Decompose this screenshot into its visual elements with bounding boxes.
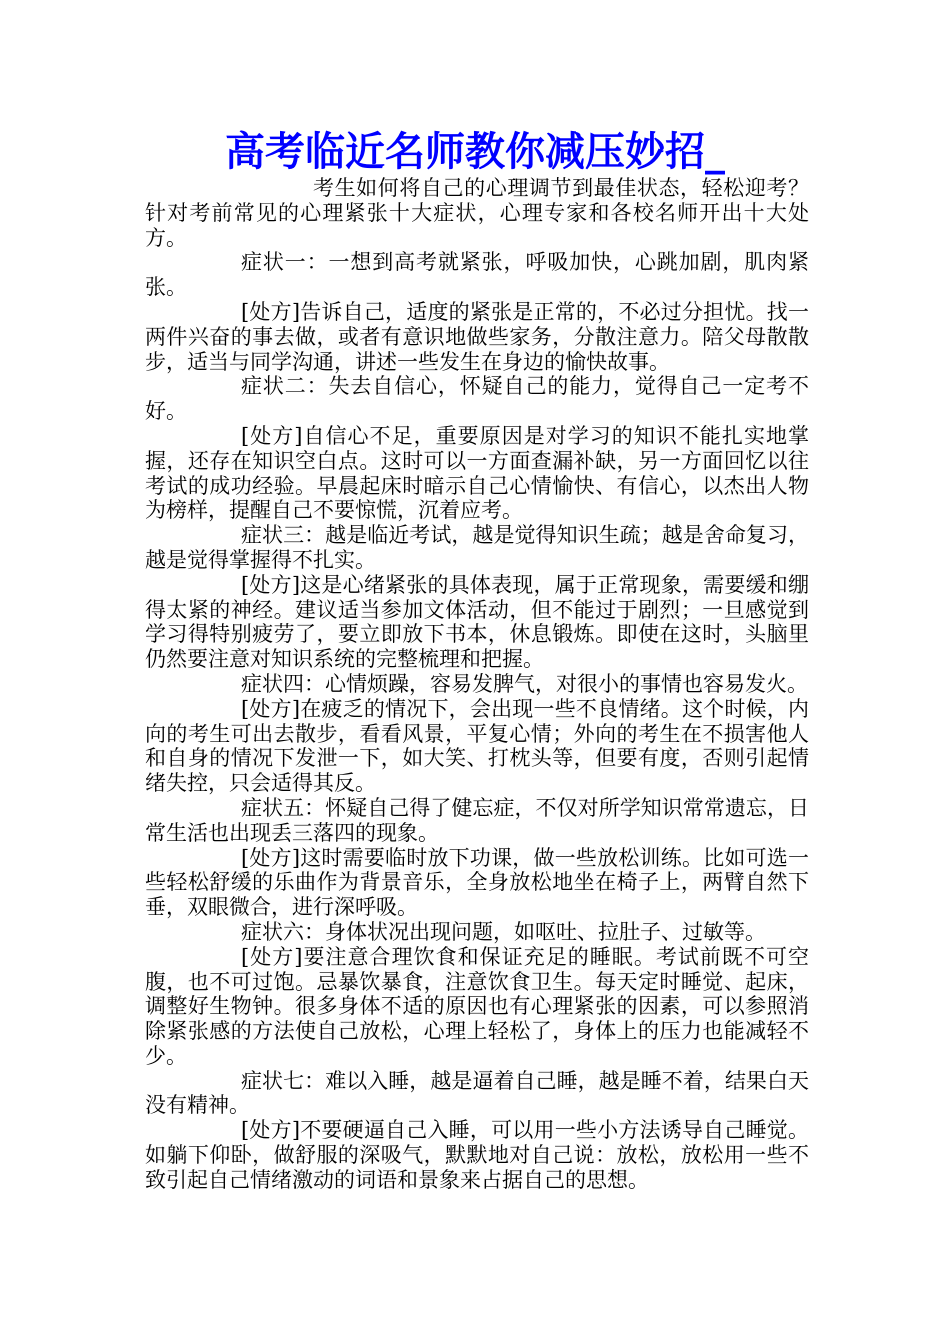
intro-paragraph: 考生如何将自己的心理调节到最佳状态，轻松迎考？针对考前常见的心理紧张十大症状，心理专家和各校名师开出十大处方。 <box>145 176 809 250</box>
prescription-1-paragraph: [处方]告诉自己，适度的紧张是正常的，不必过分担忧。找一两件兴奋的事去做，或者有意识地做些家务，分散注意力。陪父母散散步，适当与同学沟通，讲述一些发生在身边的愉快故事。 <box>145 299 809 374</box>
document-title: 高考临近名师教你减压妙招_ <box>225 128 725 175</box>
prescription-3-paragraph: [处方]这是心绪紧张的具体表现，属于正常现象，需要缓和绷得太紧的神经。建议适当参加文体活动，但不能过于剧烈；一旦感觉到学习得特别疲劳了，要立即放下书本，休息锻炼。即使在这时，头脑里仍然要注意对知识系统的完整梳理和把握。 <box>145 572 809 672</box>
prescription-5-paragraph: [处方]这时需要临时放下功课，做一些放松训练。比如可选一些轻松舒缓的乐曲作为背景音乐，全身放松地坐在椅子上，两臂自然下垂，双眼微合，进行深呼吸。 <box>145 845 809 920</box>
prescription-2-paragraph: [处方]自信心不足，重要原因是对学习的知识不能扎实地掌握，还存在知识空白点。这时可以一方面查漏补缺，另一方面回忆以往考试的成功经验。早晨起床时暗示自己心情愉快、有信心，以杰出人物为榜样，提醒自己不要惊慌，沉着应考。 <box>145 423 809 523</box>
prescription-6-paragraph: [处方]要注意合理饮食和保证充足的睡眠。考试前既不可空腹，也不可过饱。忌暴饮暴食，注意饮食卫生。每天定时睡觉、起床，调整好生物钟。很多身体不适的原因也有心理紧张的因素，可以参照消除紧张感的方法使自己放松，心理上轻松了，身体上的压力也能减轻不少。 <box>145 944 809 1068</box>
prescription-7-paragraph: [处方]不要硬逼自己入睡，可以用一些小方法诱导自己睡觉。如躺下仰卧，做舒服的深吸气，默默地对自己说：放松，放松用一些不致引起自己情绪激动的词语和景象来占据自己的思想。 <box>145 1118 809 1192</box>
symptom-2-paragraph: 症状二：失去自信心，怀疑自己的能力，觉得自己一定考不好。 <box>145 374 809 424</box>
symptom-7-paragraph: 症状七：难以入睡，越是逼着自己睡，越是睡不着，结果白天没有精神。 <box>145 1068 809 1118</box>
symptom-4-paragraph: 症状四：心情烦躁，容易发脾气，对很小的事情也容易发火。 <box>241 671 808 696</box>
symptom-6-paragraph: 症状六：身体状况出现问题，如呕吐、拉肚子、过敏等。 <box>241 919 766 944</box>
symptom-3-paragraph: 症状三：越是临近考试，越是觉得知识生疏；越是舍命复习，越是觉得掌握得不扎实。 <box>145 523 809 572</box>
prescription-4-paragraph: [处方]在疲乏的情况下，会出现一些不良情绪。这个时候，内向的考生可出去散步，看看风景，平复心情；外向的考生在不损害他人和自身的情况下发泄一下，如大笑、打枕头等，但要有度，否则引起情绪失控，只会适得其反。 <box>145 696 809 796</box>
document-body <box>145 176 809 1193</box>
symptom-1-paragraph: 症状一：一想到高考就紧张，呼吸加快，心跳加剧，肌肉紧张。 <box>145 250 809 300</box>
symptom-5-paragraph: 症状五：怀疑自己得了健忘症，不仅对所学知识常常遗忘，日常生活也出现丢三落四的现象。 <box>145 795 809 845</box>
